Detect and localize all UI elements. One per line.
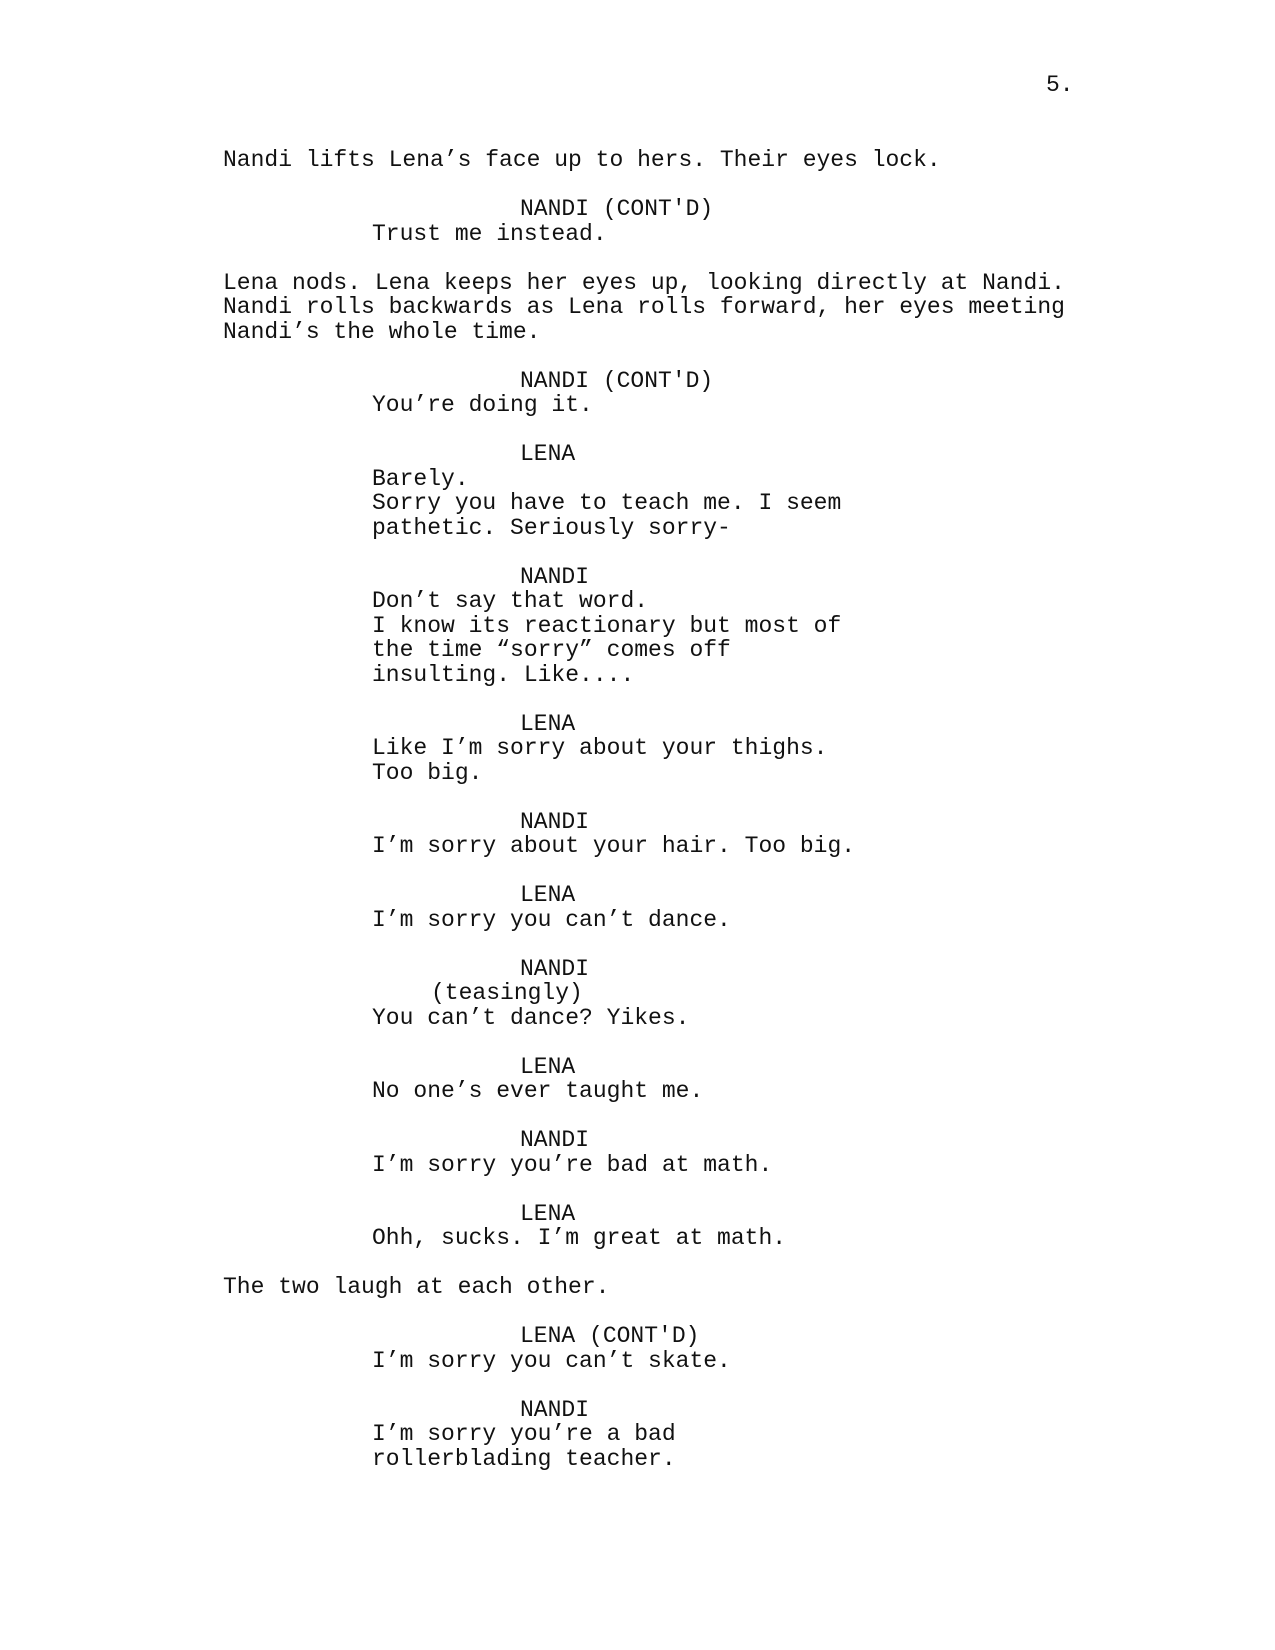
dialogue-line: I’m sorry you’re bad at math. [372,1151,773,1178]
action-line: Nandi lifts Lena’s face up to hers. Their eyes lock. [223,147,941,173]
dialogue-line: Barely. [372,465,469,492]
character-cue: NANDI [520,1396,590,1423]
dialogue-line: Too big. [372,759,483,786]
dialogue-line: pathetic. Seriously sorry- [372,514,731,541]
dialogue-line: You’re doing it. [372,392,593,418]
action-line: Nandi’s the whole time. [223,318,541,345]
character-cue: NANDI [520,808,590,835]
parenthetical: (teasingly) [431,980,583,1006]
dialogue-line: the time “sorry” comes off [372,637,731,663]
character-cue: NANDI [520,955,590,982]
dialogue-block [223,197,1123,246]
character-cue: NANDI [520,1127,590,1153]
action-line: The two laugh at each other. [223,1274,610,1300]
character-cue: LENA [520,1053,576,1080]
character-cue: LENA [520,1200,576,1227]
action-block [223,271,1123,345]
dialogue-block [223,810,1123,859]
dialogue-block [223,883,1123,932]
dialogue-block [223,1202,1123,1251]
action-block [223,148,1123,173]
page-number: 5. [1046,72,1074,98]
dialogue-line: No one’s ever taught me. [372,1078,704,1104]
dialogue-line: Don’t say that word. [372,588,649,614]
dialogue-line: Trust me instead. [372,220,607,247]
dialogue-line: I’m sorry you can’t skate. [372,1347,731,1374]
dialogue-block [223,1055,1123,1104]
character-cue: LENA [520,441,576,467]
character-cue: LENA (CONT'D) [520,1323,700,1349]
dialogue-line: insulting. Like.... [372,661,635,688]
dialogue-line: Sorry you have to teach me. I seem [372,490,842,516]
dialogue-block [223,1324,1123,1373]
dialogue-line: Ohh, sucks. I’m great at math. [372,1225,787,1251]
dialogue-block [223,565,1123,688]
dialogue-block [223,442,1123,540]
dialogue-line: I’m sorry you’re a bad [372,1421,676,1447]
character-cue: NANDI (CONT'D) [520,196,714,222]
action-line: Nandi rolls backwards as Lena rolls forward, her eyes meeting [223,294,1065,320]
action-line: Lena nods. Lena keeps her eyes up, looking directly at Nandi. [223,269,1065,296]
dialogue-block [223,1128,1123,1177]
action-block [223,1275,1123,1300]
dialogue-line: I’m sorry about your hair. Too big. [372,833,856,859]
dialogue-line: I’m sorry you can’t dance. [372,906,731,933]
dialogue-line: rollerblading teacher. [372,1445,676,1472]
dialogue-block [223,1398,1123,1472]
character-cue: LENA [520,882,576,908]
dialogue-block [223,369,1123,418]
character-cue: NANDI [520,563,590,590]
character-cue: LENA [520,710,576,737]
dialogue-line: I know its reactionary but most of [372,612,842,639]
dialogue-line: You can’t dance? Yikes. [372,1004,690,1031]
character-cue: NANDI (CONT'D) [520,367,714,394]
dialogue-block [223,712,1123,786]
dialogue-block [223,957,1123,1031]
screenplay-body [223,148,1123,1496]
dialogue-line: Like I’m sorry about your thighs. [372,735,828,761]
